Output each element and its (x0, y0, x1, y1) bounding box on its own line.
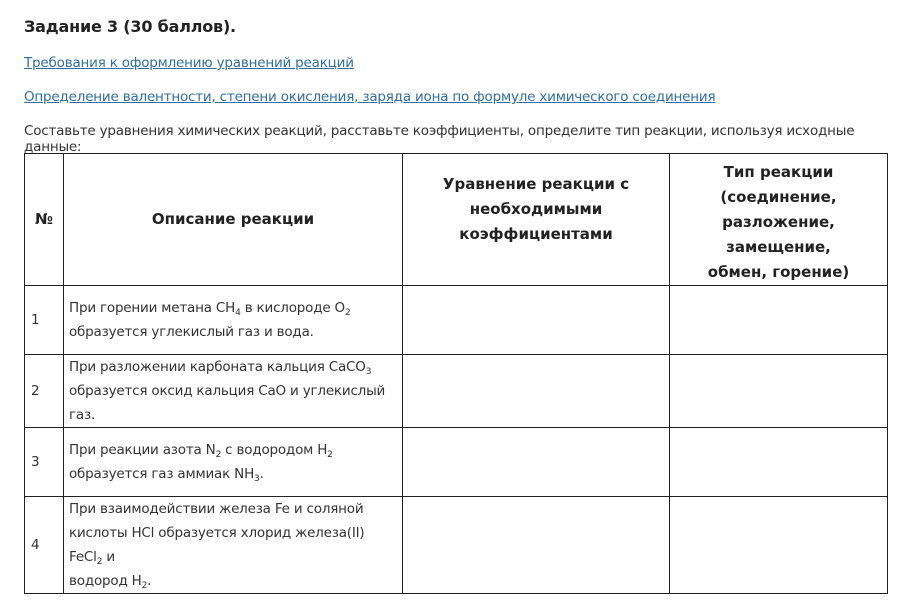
row-number: 4 (25, 497, 64, 594)
header-type (670, 154, 888, 286)
header-equation-line: Уравнение реакции с (442, 175, 630, 193)
table-row (25, 428, 888, 497)
row-equation-cell[interactable] (403, 428, 670, 497)
instruction-text: Составьте уравнения химических реакций, расставьте коэффициенты, определите тип реакции, используя исходные данные: (24, 123, 855, 155)
header-equation-line: коэффициентами (459, 225, 613, 243)
valence-link[interactable]: Определение валентности, степени окисления, заряда иона по формуле химического соединения (24, 89, 716, 105)
requirements-link[interactable]: Требования к оформлению уравнений реакций (24, 55, 354, 71)
row-equation-cell[interactable] (403, 355, 670, 428)
reactions-table (24, 153, 888, 594)
row-description: При разложении карбоната кальция CaCO$_3$ образуется оксид кальция CaO и углекислый газ. (64, 355, 403, 428)
row-number: 1 (25, 286, 64, 355)
row-number: 2 (25, 355, 64, 428)
row-description: При взаимодействии железа Fe и соляной кислоты HCl образуется хлорид железа(II) FeCl$_2$ и водород $H_2$. (64, 497, 403, 594)
table-row (25, 286, 888, 355)
task-title: Задание 3 (30 баллов). (24, 17, 236, 36)
table-header-row (25, 154, 888, 286)
header-description: Описание реакции (64, 154, 403, 286)
row-description: При реакции азота $N_2$ с водородом $H_2$ образуется газ аммиак $NH_3$. (64, 428, 403, 497)
row-type-cell[interactable] (670, 286, 888, 355)
row-equation-cell[interactable] (403, 286, 670, 355)
row-type-cell[interactable] (670, 355, 888, 428)
row-description: При горении метана $CH_4$ в кислороде $O_2$ образуется углекислый газ и вода. (64, 286, 403, 355)
header-type-line: (соединение, (720, 188, 837, 206)
header-equation-line: необходимыми (469, 200, 603, 218)
row-type-cell[interactable] (670, 497, 888, 594)
row-type-cell[interactable] (670, 428, 888, 497)
table-row (25, 497, 888, 594)
header-type-line: разложение, замещение, (722, 213, 835, 256)
header-type-line: обмен, горение) (707, 263, 850, 281)
table-row (25, 355, 888, 428)
header-equation (403, 154, 670, 286)
header-type-line: Тип реакции (723, 163, 834, 181)
row-equation-cell[interactable] (403, 497, 670, 594)
header-number: № (25, 154, 64, 286)
row-number: 3 (25, 428, 64, 497)
